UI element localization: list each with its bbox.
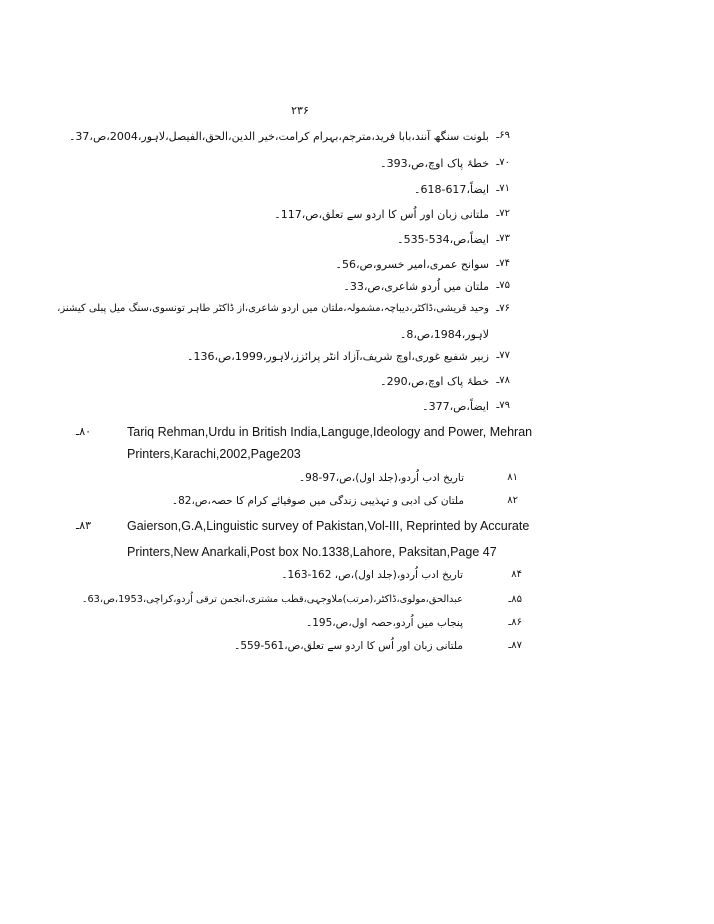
footnote-text: سوانح عمری،امیر خسرو،ص،56۔ (335, 258, 489, 271)
footnote-text: ایضاً،ص،534-535۔ (397, 233, 489, 246)
footnote-number: ۷۸ـ (496, 375, 510, 386)
footnote-text: عبدالحق،مولوی،ڈاکٹر،(مرتب)ملاوجہی،قطب مشتری،انجمن ترقی اُردو،کراچی،1953،ص،63۔ (81, 594, 463, 605)
footnote-text: ایضاً،617-618۔ (414, 183, 489, 196)
footnote-number: ۸۰ـ (76, 425, 92, 438)
footnote-number: ۸۱ (507, 472, 518, 483)
footnote-number: ۷۲ـ (496, 208, 510, 219)
footnote-number: ۸۷ـ (508, 640, 522, 651)
footnote-number: ۸۴ (511, 569, 522, 580)
footnote-text: Printers,New Anarkali,Post box No.1338,Lahore, Paksitan,Page 47 (127, 545, 497, 559)
footnote-number: ۸۶ـ (508, 617, 522, 628)
footnote-text: لاہور،1984،ص،8۔ (399, 328, 489, 341)
footnote-text: Gaierson,G.A,Linguistic survey of Pakistan,Vol-III, Reprinted by Accurate (127, 519, 530, 533)
footnote-number: ۸۳ـ (76, 519, 92, 532)
footnote-number: ۷۴ـ (496, 258, 510, 269)
footnote-number: ۷۵ـ (496, 280, 510, 291)
footnote-number: ۸۵ـ (508, 594, 522, 605)
footnote-number: ۷۱ـ (496, 183, 510, 194)
footnote-text: ملتان کی ادبی و تہذیبی زندگی میں صوفیائے کرام کا حصہ،ص،82۔ (171, 495, 464, 507)
footnote-text: وحید قریشی،ڈاکٹر،دیباچہ،مشمولہ،ملتان میں اردو شاعری،از ڈاکٹر طاہر تونسوی،سنگ میل پبلی کیشنز، (57, 303, 489, 314)
footnote-number: ۶۹ـ (496, 130, 510, 141)
footnote-text: خطۂ پاک اوچ،ص،290۔ (380, 375, 489, 388)
footnote-text: خطۂ پاک اوچ،ص،393۔ (380, 157, 489, 170)
footnote-text: Printers,Karachi,2002,Page203 (127, 447, 301, 461)
footnote-text: Tariq Rehman,Urdu in British India,Languge,Ideology and Power, Mehran (127, 425, 533, 439)
footnote-number: ۷۹ـ (496, 400, 510, 411)
footnote-text: تاریخ ادب اُردو،(جلد اول)،ص، 162-163۔ (281, 569, 463, 581)
footnote-number: ۷۳ـ (496, 233, 510, 244)
footnote-number: ۷۰ـ (496, 157, 510, 168)
footnote-text: ایضاً،ص،377۔ (422, 400, 489, 413)
footnote-text: تاریخ ادب اُردو،(جلد اول)،ص،97-98۔ (299, 472, 464, 484)
footnote-text: زبیر شفیع غوری،اوچ شریف،آزاد انٹر پرائزز،لاہور،1999،ص،136۔ (187, 350, 489, 363)
footnote-number: ۷۷ـ (496, 350, 510, 361)
footnote-number: ۸۲ (507, 495, 518, 506)
footnote-text: بلونت سنگھ آنند،بابا فرید،مترجم،بہرام کرامت،خیر الدین،الحق،الفیصل،لاہور،2004،ص،37۔ (68, 130, 489, 143)
footnote-text: پنجاب میں اُردو،حصہ اول،ص،195۔ (306, 617, 463, 629)
page-number: ۲۳۶ (291, 104, 309, 117)
footnote-text: ملتانی زبان اور اُس کا اردو سے تعلق،ص،117۔ (274, 208, 489, 221)
footnote-text: ملتانی زبان اور اُس کا اردو سے تعلق،ص،561-559۔ (234, 640, 463, 652)
footnote-text: ملتان میں اُردو شاعری،ص،33۔ (343, 280, 489, 293)
footnote-number: ۷۶ـ (496, 303, 510, 314)
